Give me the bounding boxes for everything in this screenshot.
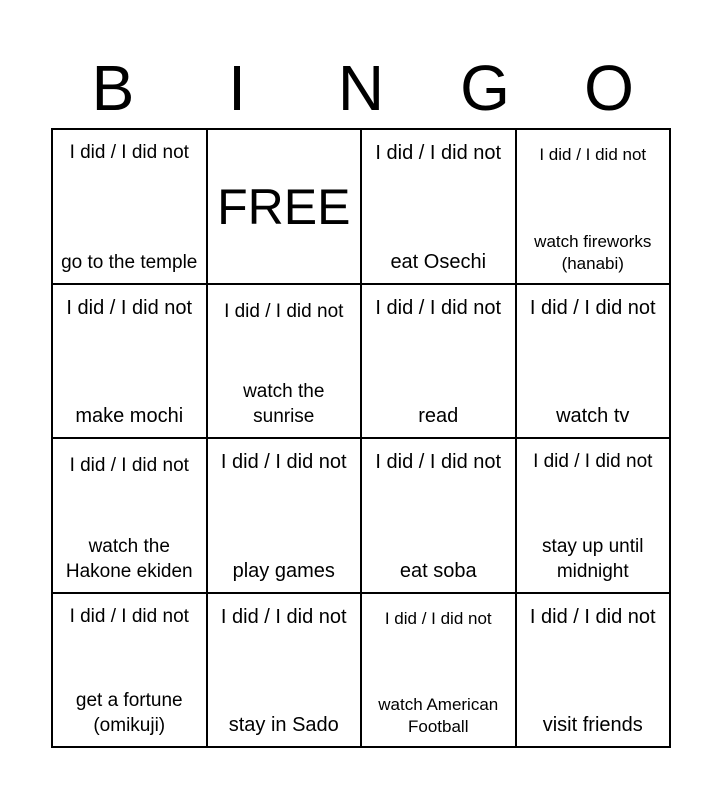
cell-activity: read bbox=[418, 405, 459, 427]
cell-prompt: I did / I did not bbox=[69, 455, 189, 476]
bingo-cell[interactable] bbox=[517, 285, 672, 440]
cell-activity: visit friends bbox=[542, 714, 643, 736]
header-letter-i: I bbox=[228, 52, 246, 124]
cell-prompt: I did / I did not bbox=[69, 605, 189, 627]
cell-prompt: I did / I did not bbox=[533, 451, 653, 472]
bingo-card bbox=[51, 128, 671, 748]
bingo-cell[interactable] bbox=[53, 130, 208, 285]
cell-activity: eat soba bbox=[399, 559, 477, 582]
header-letter-n: N bbox=[337, 52, 385, 124]
header-letter-o: O bbox=[584, 52, 634, 124]
bingo-cell[interactable] bbox=[362, 130, 517, 285]
cell-activity: watch the sunrise bbox=[243, 381, 325, 427]
cell-activity: go to the temple bbox=[61, 251, 198, 273]
header-letter-g: G bbox=[460, 52, 510, 124]
cell-prompt: I did / I did not bbox=[220, 451, 347, 473]
cell-prompt: I did / I did not bbox=[66, 296, 193, 319]
bingo-cell[interactable] bbox=[362, 439, 517, 594]
bingo-cell[interactable] bbox=[362, 594, 517, 749]
cell-prompt: I did / I did not bbox=[375, 296, 502, 319]
cell-prompt: I did / I did not bbox=[529, 605, 656, 628]
cell-activity: stay up until midnight bbox=[542, 535, 644, 582]
bingo-cell[interactable] bbox=[53, 594, 208, 749]
cell-prompt: I did / I did not bbox=[220, 605, 347, 628]
bingo-cell[interactable] bbox=[362, 285, 517, 440]
cell-activity: eat Osechi bbox=[390, 250, 487, 273]
bingo-header bbox=[51, 50, 671, 126]
cell-activity: watch tv bbox=[556, 405, 630, 427]
cell-prompt: I did / I did not bbox=[375, 451, 502, 473]
cell-prompt: I did / I did not bbox=[69, 142, 189, 163]
bingo-cell[interactable] bbox=[517, 130, 672, 285]
cell-activity: stay in Sado bbox=[228, 714, 339, 736]
bingo-cell[interactable] bbox=[517, 439, 672, 594]
bingo-cell[interactable] bbox=[208, 439, 363, 594]
cell-activity: get a fortune (omikuji) bbox=[75, 690, 183, 736]
cell-prompt: I did / I did not bbox=[224, 300, 344, 322]
cell-prompt: I did / I did not bbox=[529, 296, 656, 319]
bingo-cell[interactable] bbox=[53, 439, 208, 594]
cell-prompt: I did / I did not bbox=[539, 145, 647, 164]
cell-activity: watch the Hakone ekiden bbox=[65, 535, 193, 582]
cell-prompt: I did / I did not bbox=[384, 608, 492, 628]
free-label: FREE bbox=[217, 179, 351, 236]
bingo-cell[interactable] bbox=[208, 285, 363, 440]
bingo-cell[interactable] bbox=[53, 285, 208, 440]
cell-activity: make mochi bbox=[75, 405, 184, 427]
free-cell[interactable] bbox=[208, 130, 363, 285]
cell-activity: watch American Football bbox=[378, 695, 499, 736]
cell-activity: watch fireworks (hanabi) bbox=[534, 231, 652, 273]
cell-prompt: I did / I did not bbox=[375, 142, 502, 164]
bingo-cell[interactable] bbox=[517, 594, 672, 749]
bingo-cell[interactable] bbox=[208, 594, 363, 749]
cell-activity: play games bbox=[232, 559, 335, 582]
header-letter-b: B bbox=[91, 52, 135, 124]
